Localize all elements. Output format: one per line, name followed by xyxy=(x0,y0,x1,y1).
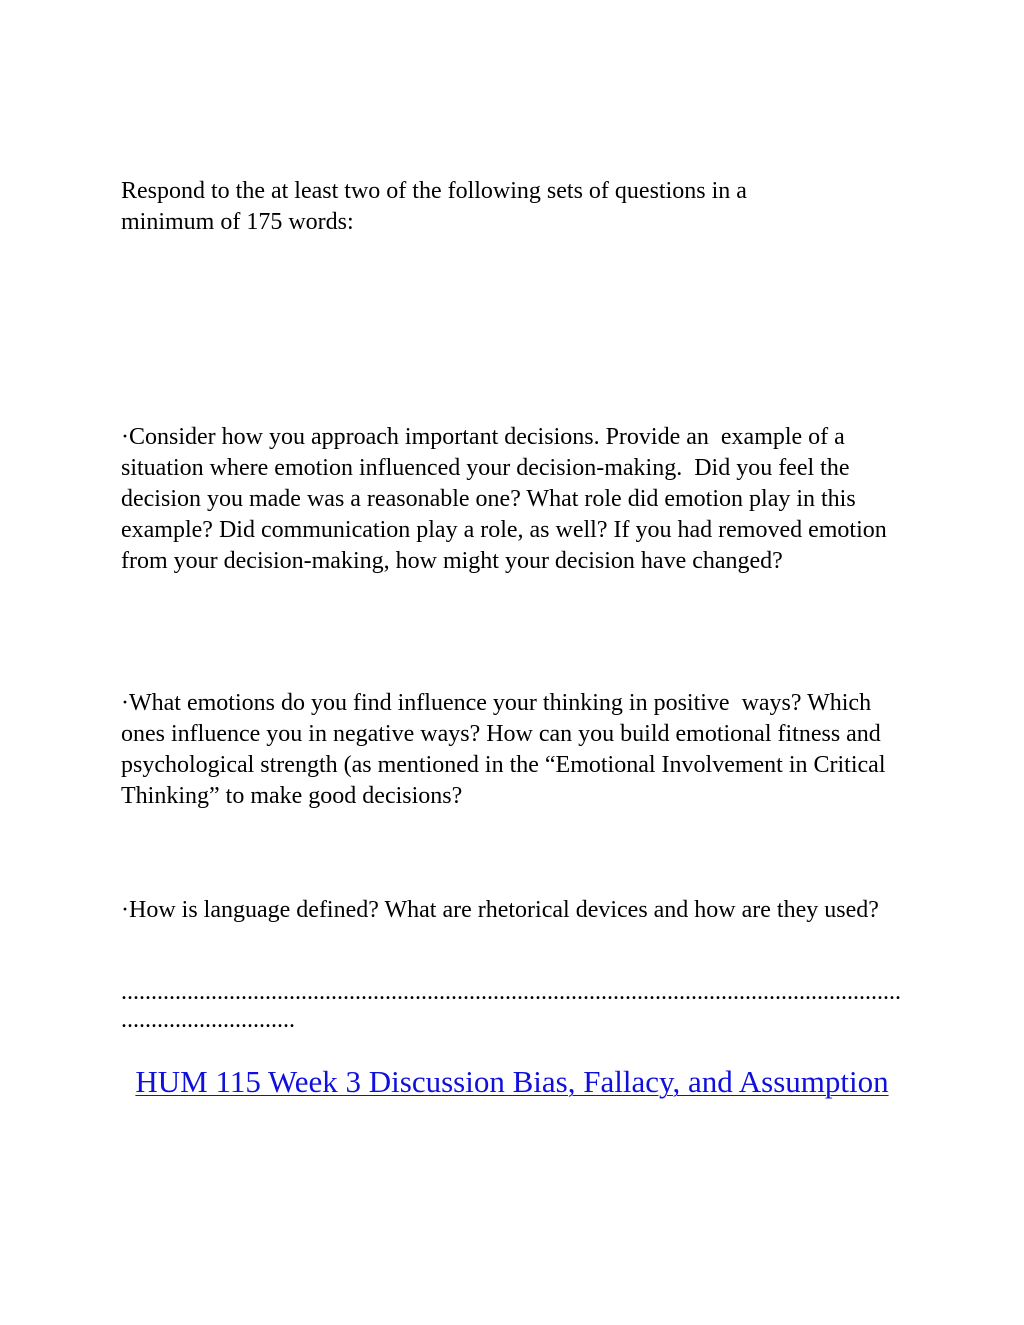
question-set-1: ·Consider how you approach important decisions. Provide an example of a situation where emotion influenced your decision-making. Did you feel the decision you made was a reasonable one? What role did emotion play in this example? Did communication play a role, as well? If you had removed emotion from your decision-making, how might your decision have changed? xyxy=(121,424,893,574)
course-link[interactable]: HUM 115 Week 3 Discussion Bias, Fallacy, and Assumption xyxy=(135,1064,889,1099)
question-set-2: ·What emotions do you find influence your thinking in positive ways? Which ones influence you in negative ways? How can you build emotional fitness and psychological strength (as mentioned in the “Emotional Involvement in Critical Thinking” to make good decisions? xyxy=(121,690,892,809)
question-set-3: ·How is language defined? What are rhetorical devices and how are they used? xyxy=(121,897,879,923)
intro-paragraph: Respond to the at least two of the following sets of questions in a minimum of 175 words: xyxy=(121,178,753,235)
link-container xyxy=(120,1062,904,1101)
dotted-separator: ............................................................................................................................................................... xyxy=(121,979,901,1033)
